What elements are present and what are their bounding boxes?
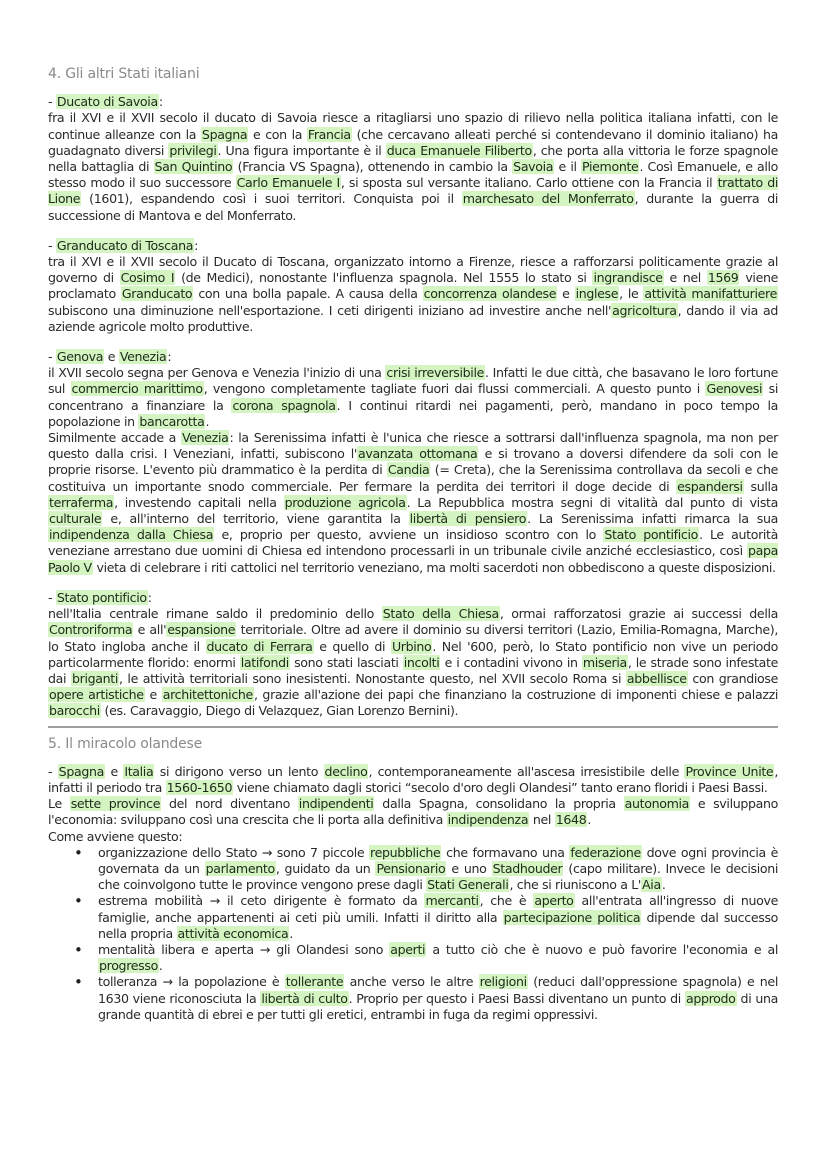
highlighted-term: Province Unite (685, 763, 774, 779)
highlighted-term: bancarotta (139, 413, 205, 429)
highlighted-term: Venezia (119, 349, 167, 365)
highlighted-term: briganti (71, 670, 118, 686)
block-ducato-savoia (48, 94, 778, 224)
intro-paragraph: - Spagna e Italia si dirigono verso un lento declino, contemporaneamente all'ascesa irresistibile delle Province Unite, infatti il periodo tra 1560-1650 viene chiamato dagli storici “secolo d'oro degli Olandesi” tanto erano floridi i Paesi Bassi. (48, 763, 778, 795)
highlighted-term: ducato di Ferrara (206, 638, 313, 654)
highlighted-term: Pensionario (376, 860, 446, 876)
highlighted-term: aperto (534, 893, 574, 909)
highlighted-term: Stato pontificio (56, 589, 147, 605)
highlighted-term: crisi irreversibile (386, 365, 484, 381)
highlighted-term: culturale (49, 511, 102, 527)
highlighted-term: partecipazione politica (503, 909, 641, 925)
highlighted-term: corona spagnola (232, 397, 336, 413)
highlighted-term: architettoniche (162, 687, 253, 703)
block-granducato-toscana (48, 238, 778, 335)
highlighted-term: religioni (479, 974, 527, 990)
highlighted-term: commercio marittimo (71, 381, 203, 397)
bullet-item-organizzazione: • organizzazione dello Stato → sono 7 piccole repubbliche che formavano una federazione dove ogni provincia è governata da un parlamento, guidato da un Pensionario e uno Stadhouder (capo militare). Invece le decisioni che coinvolgono tutte le province vengono prese dagli Stati Generali, che si riuniscono a L'Aia. (98, 845, 778, 894)
highlighted-term: Ducato di Savoia (56, 94, 158, 110)
block-heading: - Genova e Venezia: (48, 349, 172, 365)
highlighted-term: opere artistiche (49, 687, 144, 703)
highlighted-term: concorrenza olandese (423, 286, 557, 302)
highlighted-term: terraferma (49, 494, 114, 510)
section-5-title: 5. Il miracolo olandese (48, 735, 203, 752)
highlighted-term: Savoia (513, 159, 554, 175)
highlighted-term: tollerante (285, 974, 344, 990)
highlighted-term: trattato di Lione (48, 175, 778, 207)
block-body: fra il XVI e il XVII secolo il ducato di Savoia riesce a ritagliarsi uno spazio di rilievo nella politica italiana infatti, con le continue alleanze con la Spagna e con la Francia (che cercavano alleati perché si contendevano il dominio italiano) ha guadagnato diversi privilegi. Una figura importante è il duca Emanuele Filiberto, che porta alla vittoria le forze spagnole nella battaglia di San Quintino (Francia VS Spagna), ottenendo in cambio la Savoia e il Piemonte. Così Emanuele, e allo stesso modo il suo successore Carlo Emanuele I, si sposta sul versante italiano. Carlo ottiene con la Francia il trattato di Lione (1601), espandendo così i suoi territori. Conquista poi il marchesato del Monferrato, durante la guerra di successione di Mantova e del Monferrato. (48, 110, 778, 223)
highlighted-term: Granducato (121, 286, 193, 302)
highlighted-term: papa Paolo V (48, 543, 778, 575)
block-body: il XVII secolo segna per Genova e Venezia l'inizio di una crisi irreversibile. Infatti le due città, che basavano le loro fortune sul commercio marittimo, vengono completamente tagliate fuori dai flussi commerciali. A questo punto i Genovesi si concentrano a finanziare la corona spagnola. I continui ritardi nei pagamenti, però, mandano in poco tempo la popolazione in bancarotta. (48, 365, 779, 429)
highlighted-term: Stadhouder (492, 860, 563, 876)
highlighted-term: Cosimo I (120, 270, 175, 286)
highlighted-term: approdo (685, 990, 736, 1006)
highlighted-term: 1648 (555, 812, 587, 828)
highlighted-term: Genova (56, 349, 104, 365)
highlighted-term: miseria (582, 654, 627, 670)
highlighted-term: Italia (124, 763, 154, 779)
block-heading: - Granducato di Toscana: (48, 237, 198, 253)
highlighted-term: Piemonte (582, 159, 639, 175)
highlighted-term: sette province (70, 796, 161, 812)
block-body: nell'Italia centrale rimane saldo il predominio dello Stato della Chiesa, ormai rafforzatosi grazie ai successi della Controriforma e all'espansione territoriale. Oltre ad avere il dominio su diversi territori (Lazio, Emilia-Romagna, Marche), lo Stato ingloba anche il ducato di Ferrara e quello di Urbino. Nel '600, però, lo Stato pontificio non vive un periodo particolarmente florido: enormi latifondi sono stati lasciati incolti e i contadini vivono in miseria, le strade sono infestate dai briganti, le attività territoriali sono inesistenti. Nonostante questo, nel XVII secolo Roma si abbellisce con grandiose opere artistiche e architettoniche, grazie all'azione dei papi che finanziano la costruzione di imponenti chiese e palazzi barocchi (es. Caravaggio, Diego di Velazquez, Gian Lorenzo Bernini). (48, 606, 779, 719)
highlighted-term: privilegi (169, 142, 217, 158)
intro-paragraph-2: Le sette province del nord diventano indipendenti dalla Spagna, consolidano la propria autonomia e sviluppano l'economia: sviluppano così una crescita che li porta alla definitiva indipendenza nel 1648. (48, 796, 778, 828)
highlighted-term: latifondi (240, 654, 289, 670)
highlighted-term: Stato della Chiesa (382, 606, 499, 622)
highlighted-term: indipendenza (447, 812, 529, 828)
block-heading: - Ducato di Savoia: (48, 94, 163, 110)
highlighted-term: agricoltura (612, 302, 677, 318)
highlighted-term: Stato pontificio (604, 527, 698, 543)
highlighted-term: mercanti (425, 893, 479, 909)
block-body: tra il XVI e il XVII secolo il Ducato di Toscana, organizzato intorno a Firenze, riesce a rafforzarsi politicamente grazie al governo di Cosimo I (de Medici), nonostante l'influenza spagnola. Nel 1555 lo stato si ingrandisce e nel 1569 viene proclamato Granducato con una bolla papale. A causa della concorrenza olandese e inglese, le attività manifatturiere subiscono una diminuzione nell'esportazione. I ceti dirigenti iniziano ad investire anche nell'agricoltura, dando il via ad aziende agricole molto produttive. (48, 254, 778, 334)
highlighted-term: indipendenza dalla Chiesa (49, 527, 214, 543)
highlighted-term: indipendenti (298, 796, 374, 812)
highlighted-term: Controriforma (49, 622, 133, 638)
highlighted-term: libertà di pensiero (409, 511, 527, 527)
highlighted-term: Granducato di Toscana (56, 237, 194, 253)
section-divider (48, 726, 778, 728)
highlighted-term: Spagna (201, 126, 248, 142)
highlighted-term: produzione agricola (284, 494, 406, 510)
highlighted-term: Stati Generali (427, 877, 509, 893)
highlighted-term: marchesato del Monferrato (462, 191, 634, 207)
highlighted-term: Carlo Emanuele I (236, 175, 340, 191)
highlighted-term: attività economica (177, 925, 289, 941)
highlighted-term: federazione (570, 844, 641, 860)
document-page (48, 66, 778, 1023)
highlighted-term: Candia (387, 462, 430, 478)
section-4-title: 4. Gli altri Stati italiani (48, 66, 200, 82)
highlighted-term: repubbliche (370, 844, 441, 860)
block-miracolo-olandese (48, 764, 778, 1023)
highlighted-term: Spagna (58, 763, 104, 779)
highlighted-term: attività manifatturiere (644, 286, 777, 302)
highlighted-term: Urbino (391, 638, 432, 654)
highlighted-term: ingrandisce (593, 270, 663, 286)
bullet-list (48, 845, 778, 1023)
bullet-item-mentalita: • mentalità libera e aperta → gli Olandesi sono aperti a tutto ciò che è nuovo e può favorire l'economia e al progresso. (98, 942, 778, 974)
intro-paragraph-3: Come avviene questo: (48, 828, 183, 844)
block-body-venezia: Similmente accade a Venezia: la Serenissima infatti è l'unica che riesce a sottrarsi dall'influenza spagnola, ma non per questo dalla crisi. I Veneziani, infatti, subiscono l'avanzata ottomana e si trovano a doversi difendere da soli con le proprie risorse. L'evento più drammatico è la perdita di Candia (= Creta), che la Serenissima controllava da secoli e che costituiva un importante snodo commerciale. Per fermare la perdita dei territori il doge decide di espandersi sulla terraferma, investendo capitali nella produzione agricola. La Repubblica mostra segni di vitalità dal punto di vista culturale e, all'interno del territorio, viene garantita la libertà di pensiero. La Serenissima infatti rimarca la sua indipendenza dalla Chiesa e, proprio per questo, avviene un insidioso scontro con lo Stato pontificio. Le autorità veneziane arrestano due uomini di Chiesa ed intendono processarli in un tribunale civile anziché ecclesiastico, così papa Paolo V vieta di celebrare i riti cattolici nel territorio veneziano, ma molti sacerdoti non obbediscono a queste disposizioni. (48, 430, 779, 575)
highlighted-term: 1560-1650 (166, 779, 233, 795)
highlighted-term: aperti (390, 941, 426, 957)
highlighted-term: barocchi (49, 703, 100, 719)
highlighted-term: incolti (403, 654, 440, 670)
highlighted-term: Aia (642, 877, 661, 893)
highlighted-term: 1569 (707, 270, 739, 286)
highlighted-term: Venezia (181, 430, 229, 446)
highlighted-term: parlamento (205, 860, 275, 876)
highlighted-term: progresso (99, 958, 158, 974)
highlighted-term: abbellisce (626, 670, 687, 686)
highlighted-term: Francia (307, 126, 351, 142)
highlighted-term: Genovesi (706, 381, 763, 397)
highlighted-term: declino (324, 763, 368, 779)
bullet-item-tolleranza: • tolleranza → la popolazione è tollerante anche verso le altre religioni (reduci dall'oppressione spagnola) e nel 1630 viene riconosciuta la libertà di culto. Proprio per questo i Paesi Bassi diventano un punto di approdo di una grande quantità di ebrei e per tutti gli eretici, entrambi in fuga da regimi oppressivi. (98, 974, 778, 1023)
highlighted-term: avanzata ottomana (357, 446, 478, 462)
block-stato-pontificio (48, 590, 778, 720)
block-genova-venezia (48, 349, 778, 576)
highlighted-term: duca Emanuele Filiberto (386, 142, 532, 158)
highlighted-term: libertà di culto (261, 990, 348, 1006)
highlighted-term: espandersi (677, 478, 743, 494)
bullet-item-mobilita: • estrema mobilità → il ceto dirigente è formato da mercanti, che è aperto all'entrata all'ingresso di nuove famiglie, anche appartenenti ai ceti più umili. Infatti il diritto alla partecipazione politica dipende dal successo nella propria attività economica. (98, 893, 778, 942)
highlighted-term: autonomia (624, 796, 690, 812)
highlighted-term: San Quintino (154, 159, 233, 175)
block-heading: - Stato pontificio: (48, 589, 152, 605)
highlighted-term: espansione (167, 622, 236, 638)
highlighted-term: inglese (575, 286, 619, 302)
